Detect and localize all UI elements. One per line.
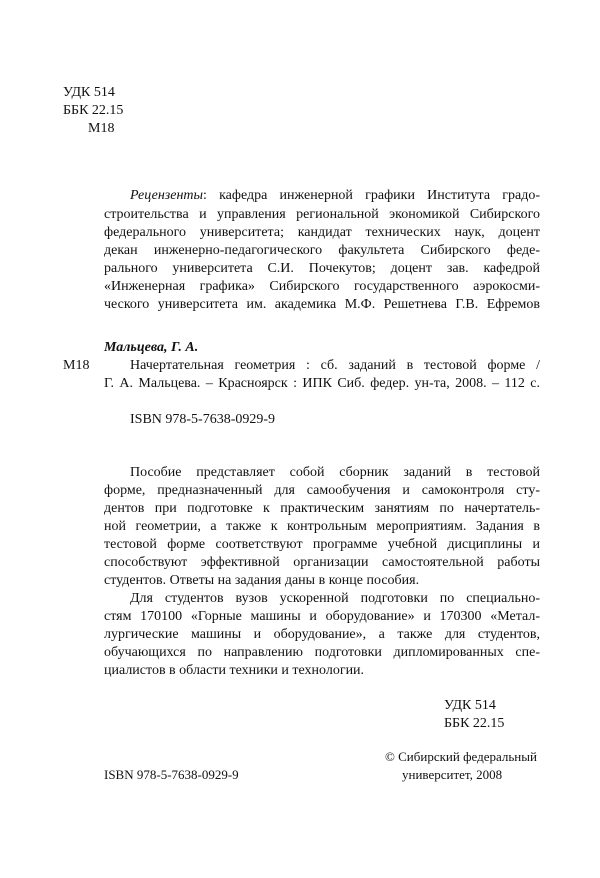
reviewers-line-4: декан инженерно-педагогического факультета Сибирского феде- — [104, 243, 540, 258]
abstract-line-5: тестовой форме соответствуют программе учебной дисциплины и — [104, 537, 540, 552]
bib-line-2: Г. А. Мальцева. – Красноярск : ИПК Сиб. федер. ун-та, 2008. – 112 с. — [104, 376, 540, 391]
reviewers-line-6: «Инженерная графика» Сибирского государственного аэрокосми- — [104, 279, 540, 294]
abstract-line-7: студентов. Ответы на задания даны в конце пособия. — [104, 573, 420, 588]
reviewers-line-2: строительства и управления региональной экономикой Сибирского — [104, 207, 540, 222]
author-mark-top: М18 — [88, 121, 115, 136]
copyright-line-1: © Сибирский федеральный — [385, 749, 537, 764]
isbn-bottom: ISBN 978-5-7638-0929-9 — [104, 767, 239, 782]
abstract-line-2: форме, предназначенный для самообучения и самоконтроля сту- — [104, 483, 540, 498]
author-name: Мальцева, Г. А. — [104, 340, 199, 355]
reviewers-label: Рецензенты — [130, 188, 203, 203]
abstract-line-1: Пособие представляет собой сборник заданий в тестовой — [130, 465, 540, 480]
abstract-line-11: обучающихся по направлению подготовки дипломированных спе- — [104, 645, 540, 660]
abstract-line-9: стям 170100 «Горные машины и оборудование» и 170300 «Метал- — [104, 609, 540, 624]
bib-line-1: Начертательная геометрия : сб. заданий в тестовой форме / — [130, 358, 540, 373]
copyright-line-2: университет, 2008 — [402, 767, 503, 782]
abstract-line-6: способствуют эффективной организации самостоятельной работы — [104, 555, 540, 570]
reviewers-line-7: ческого университета им. академика М.Ф. Решетнева Г.В. Ефремов — [104, 297, 540, 312]
reviewers-line-3: федерального университета; кандидат технических наук, доцент — [104, 225, 540, 240]
bbk-bottom: ББК 22.15 — [444, 716, 505, 731]
abstract-line-12: циалистов в области техники и технологии. — [104, 663, 365, 678]
reviewers-line-1 — [130, 187, 540, 204]
isbn-main: ISBN 978-5-7638-0929-9 — [130, 412, 276, 427]
udk-top: УДК 514 — [63, 85, 115, 100]
abstract-line-8: Для студентов вузов ускоренной подготовки по специально- — [130, 591, 540, 606]
abstract-line-3: дентов при подготовке к практическим занятиям по начертатель- — [104, 501, 540, 516]
reviewers-text-1: : кафедра инженерной графики Института градо- — [202, 188, 540, 203]
bib-mark: М18 — [63, 358, 90, 373]
reviewers-line-5: рального университета С.И. Почекутов; доцент зав. кафедрой — [104, 261, 540, 276]
abstract-line-10: лургические машины и оборудование», а также для студентов, — [104, 627, 540, 642]
bbk-top: ББК 22.15 — [63, 103, 124, 118]
abstract-line-4: ной геометрии, а также к контрольным мероприятиям. Задания в — [104, 519, 540, 534]
udk-bottom: УДК 514 — [444, 698, 496, 713]
